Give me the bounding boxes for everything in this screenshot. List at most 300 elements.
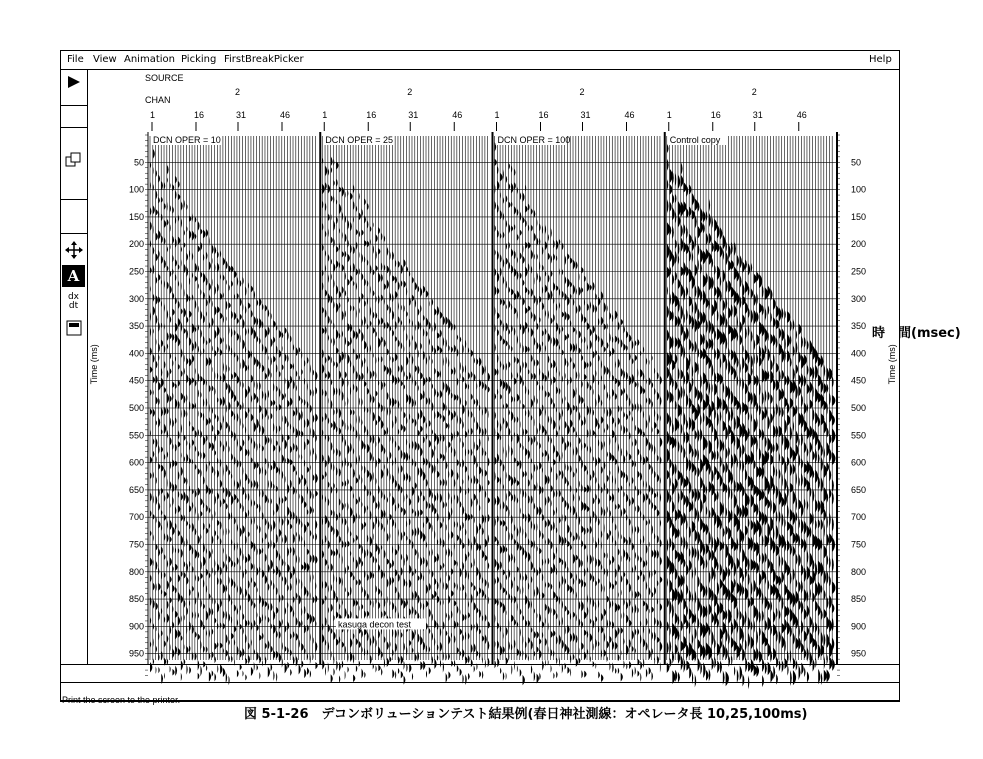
wiggle-event — [537, 342, 539, 351]
wiggle-event — [273, 484, 274, 490]
wiggle-event — [212, 566, 213, 574]
wiggle-event — [621, 485, 623, 491]
wiggle-event — [698, 617, 700, 631]
wiggle-event — [290, 445, 292, 453]
wiggle-event — [240, 460, 242, 468]
wiggle-event — [373, 495, 375, 504]
wiggle-event — [293, 486, 295, 495]
wiggle-event — [503, 299, 505, 306]
wiggle-event — [751, 581, 753, 597]
wiggle-event — [245, 535, 246, 545]
wiggle-event — [667, 641, 669, 655]
wiggle-event — [432, 491, 433, 499]
wiggle-event — [598, 297, 600, 307]
wiggle-event — [485, 427, 487, 436]
wiggle-event — [629, 639, 631, 649]
wiggle-event — [203, 556, 205, 567]
wiggle-event — [672, 651, 674, 664]
wiggle-event — [362, 208, 363, 217]
wiggle-event — [714, 219, 717, 232]
wiggle-event — [607, 532, 609, 540]
wiggle-event — [506, 505, 508, 513]
wiggle-event — [409, 565, 411, 574]
wiggle-event — [226, 316, 227, 322]
wiggle-event — [333, 195, 334, 204]
wiggle-event — [542, 264, 544, 271]
wiggle-event — [681, 224, 683, 238]
wiggle-event — [387, 366, 389, 375]
wiggle-event — [723, 331, 726, 345]
wiggle-event — [198, 428, 199, 437]
wiggle-event — [181, 392, 183, 400]
wiggle-event — [754, 418, 757, 433]
wiggle-event — [506, 219, 507, 228]
dxdt-bottom: dt — [68, 301, 79, 311]
wiggle-event — [285, 475, 286, 484]
wiggle-event — [584, 581, 586, 588]
wiggle-event — [325, 289, 327, 297]
wiggle-event — [745, 525, 748, 536]
wiggle-event — [398, 573, 400, 582]
wiggle-event — [762, 511, 765, 526]
wiggle-event — [231, 656, 232, 663]
wiggle-event — [689, 589, 691, 602]
wiggle-event — [420, 601, 421, 610]
menu-firstbreakpicker[interactable]: FirstBreakPicker — [224, 54, 304, 65]
wiggle-event — [271, 523, 272, 533]
wiggle-event — [443, 539, 445, 549]
wiggle-event — [387, 595, 388, 604]
wiggle-event — [307, 401, 308, 409]
wiggle-event — [593, 388, 594, 396]
wiggle-event — [640, 569, 642, 577]
wiggle-event — [514, 377, 516, 385]
menu-file[interactable]: File — [67, 54, 84, 65]
wiggle-event — [429, 522, 431, 530]
wiggle-event — [462, 634, 463, 642]
wiggle-event — [367, 428, 368, 438]
wiggle-event — [254, 542, 256, 552]
wiggle-event — [268, 541, 270, 550]
wiggle-event — [476, 421, 478, 431]
wiggle-event — [186, 204, 187, 211]
wiggle-event — [195, 506, 196, 516]
wiggle-event — [734, 578, 736, 588]
wiggle-event — [598, 438, 599, 447]
wiggle-event — [248, 364, 249, 372]
wiggle-event — [156, 455, 157, 464]
wiggle-event — [333, 337, 334, 347]
wiggle-event — [692, 592, 693, 603]
wiggle-event — [339, 636, 340, 645]
wiggle-event — [404, 508, 406, 516]
wiggle-event — [553, 314, 554, 323]
wiggle-event — [370, 226, 372, 232]
wiggle-event — [632, 340, 633, 351]
wiggle-event — [325, 326, 327, 336]
wiggle-event — [465, 382, 467, 389]
wiggle-event — [243, 303, 244, 312]
wiggle-event — [511, 264, 513, 274]
wiggle-event — [251, 639, 252, 647]
wiggle-event — [567, 609, 569, 615]
wiggle-event — [640, 556, 642, 563]
wiggle-event — [426, 500, 428, 510]
wiggle-event — [237, 557, 239, 566]
wiggle-event — [479, 426, 481, 435]
wiggle-event — [497, 515, 498, 523]
wiggle-event — [581, 578, 583, 588]
wiggle-event — [497, 353, 498, 364]
wiggle-event — [779, 510, 781, 524]
wiggle-event — [604, 508, 605, 517]
wiggle-event — [172, 566, 173, 572]
wiggle-event — [178, 505, 180, 513]
wiggle-event — [689, 560, 691, 572]
wiggle-event — [223, 257, 225, 265]
wiggle-event — [506, 195, 508, 203]
wiggle-event — [497, 539, 499, 546]
wiggle-event — [618, 443, 619, 453]
wiggle-event — [553, 282, 555, 291]
wiggle-event — [150, 574, 152, 582]
wiggle-event — [304, 624, 306, 634]
wiggle-event — [500, 645, 502, 656]
wiggle-event — [325, 559, 327, 567]
wiggle-event — [765, 328, 768, 343]
wiggle-event — [315, 491, 317, 497]
wiggle-event — [506, 242, 507, 250]
wiggle-event — [331, 549, 333, 557]
wiggle-event — [234, 352, 235, 359]
wiggle-event — [390, 532, 391, 540]
wiggle-event — [412, 605, 414, 615]
wiggle-event — [640, 403, 641, 414]
wiggle-event — [265, 532, 267, 540]
wiggle-event — [638, 380, 639, 389]
wiggle-event — [468, 408, 469, 419]
wiggle-event — [390, 397, 392, 408]
wiggle-event — [153, 306, 155, 316]
wiggle-event — [623, 343, 625, 351]
menu-picking[interactable]: Picking — [181, 54, 217, 65]
wiggle-event — [268, 640, 270, 650]
wiggle-event — [604, 585, 605, 593]
wiggle-event — [276, 325, 277, 332]
wiggle-event — [387, 456, 388, 465]
wiggle-event — [717, 265, 720, 280]
wiggle-event — [164, 453, 165, 460]
wiggle-event — [150, 557, 152, 566]
wiggle-event — [186, 329, 188, 340]
wiggle-event — [649, 587, 651, 597]
wiggle-event — [262, 425, 264, 435]
wiggle-event — [712, 469, 714, 483]
wiggle-event — [237, 354, 238, 363]
wiggle-event — [632, 630, 634, 640]
wiggle-event — [336, 638, 338, 646]
wiggle-event — [551, 541, 553, 550]
wiggle-event — [506, 322, 508, 332]
wiggle-event — [313, 428, 315, 438]
wiggle-event — [432, 613, 433, 622]
wiggle-event — [785, 559, 788, 574]
wiggle-event — [304, 399, 305, 407]
wiggle-event — [531, 415, 532, 421]
wiggle-event — [709, 509, 711, 519]
wiggle-event — [720, 289, 722, 303]
wiggle-event — [601, 506, 603, 516]
wiggle-event — [378, 318, 380, 326]
wiggle-event — [359, 397, 360, 407]
wiggle-event — [779, 609, 781, 620]
wiggle-event — [214, 246, 216, 254]
wiggle-event — [551, 583, 553, 590]
wiggle-event — [629, 410, 630, 416]
wiggle-event — [565, 643, 567, 652]
wiggle-event — [709, 213, 711, 228]
wiggle-event — [500, 394, 502, 400]
wiggle-event — [251, 437, 252, 445]
wiggle-event — [751, 620, 753, 631]
wiggle-event — [646, 397, 647, 404]
wiggle-event — [652, 501, 654, 509]
wiggle-event — [485, 515, 486, 524]
wiggle-event — [609, 581, 611, 589]
wiggle-event — [695, 487, 697, 503]
wiggle-event — [409, 498, 411, 506]
wiggle-event — [520, 399, 521, 405]
wiggle-event — [376, 265, 378, 271]
wiggle-event — [192, 624, 194, 634]
seismic-plot[interactable] — [61, 51, 899, 701]
wiggle-event — [195, 611, 196, 620]
wiggle-event — [432, 401, 434, 412]
wiggle-event — [195, 299, 196, 310]
wiggle-event — [621, 575, 623, 583]
wiggle-event — [167, 164, 169, 174]
wiggle-event — [384, 493, 385, 500]
wiggle-event — [304, 538, 305, 548]
wiggle-event — [773, 483, 775, 496]
wiggle-event — [793, 511, 795, 525]
wiggle-event — [257, 335, 259, 343]
wiggle-event — [570, 376, 572, 384]
annotate-tool[interactable]: A — [62, 265, 85, 287]
wiggle-event — [652, 631, 653, 641]
wiggle-event — [672, 462, 674, 476]
wiggle-event — [509, 444, 510, 455]
dxdt-top: dx — [67, 292, 80, 302]
wiggle-event — [756, 607, 758, 623]
wiggle-event — [373, 290, 375, 297]
wiggle-event — [782, 328, 785, 341]
menu-view[interactable]: View — [93, 54, 117, 65]
wiggle-event — [657, 549, 659, 559]
wiggle-event — [754, 339, 756, 352]
wiggle-event — [686, 185, 688, 197]
wiggle-event — [728, 347, 729, 358]
wiggle-event — [667, 412, 670, 425]
wiggle-event — [153, 389, 154, 395]
wiggle-event — [660, 603, 662, 611]
wiggle-event — [511, 165, 512, 173]
wiggle-event — [279, 330, 281, 339]
wiggle-event — [293, 465, 295, 473]
wiggle-event — [731, 579, 734, 595]
wiggle-event — [675, 380, 677, 391]
wiggle-event — [265, 435, 267, 446]
wiggle-event — [362, 464, 363, 471]
wiggle-event — [565, 357, 567, 367]
wiggle-event — [604, 632, 605, 643]
wiggle-event — [392, 251, 394, 261]
wiggle-event — [429, 321, 431, 330]
wiggle-event — [785, 492, 787, 507]
wiggle-event — [601, 530, 602, 539]
wiggle-event — [345, 351, 346, 360]
wiggle-event — [153, 354, 155, 363]
wiggle-event — [503, 258, 504, 268]
wiggle-event — [440, 627, 441, 637]
wiggle-event — [189, 400, 190, 411]
wiggle-event — [353, 447, 354, 455]
wiggle-event — [209, 294, 211, 305]
wiggle-event — [714, 556, 717, 570]
wiggle-event — [759, 587, 761, 600]
wiggle-event — [362, 501, 363, 507]
wiggle-event — [626, 413, 628, 420]
wiggle-event — [675, 353, 677, 365]
wiggle-event — [587, 445, 588, 453]
wiggle-event — [406, 535, 407, 541]
wiggle-event — [164, 532, 165, 541]
wiggle-event — [296, 428, 298, 439]
wiggle-event — [195, 216, 197, 223]
wiggle-event — [347, 254, 349, 263]
wiggle-event — [607, 423, 609, 431]
wiggle-event — [562, 513, 563, 522]
wiggle-event — [528, 449, 530, 460]
wiggle-event — [759, 553, 760, 564]
wiggle-event — [364, 647, 365, 657]
wiggle-event — [262, 489, 264, 498]
wiggle-event — [248, 509, 249, 518]
wiggle-event — [488, 497, 490, 504]
wiggle-event — [562, 290, 564, 299]
wiggle-event — [214, 450, 216, 456]
wiggle-event — [584, 630, 586, 636]
wiggle-event — [754, 293, 756, 306]
wiggle-event — [709, 603, 712, 615]
wiggle-event — [175, 522, 176, 530]
wiggle-event — [751, 366, 753, 376]
wiggle-event — [164, 182, 165, 190]
wiggle-event — [395, 415, 396, 425]
wiggle-event — [153, 583, 155, 591]
wiggle-event — [325, 412, 327, 421]
wiggle-event — [412, 440, 414, 450]
wiggle-event — [695, 650, 697, 662]
wiggle-event — [471, 428, 473, 436]
wiggle-event — [621, 319, 623, 326]
wiggle-event — [220, 520, 221, 530]
wiggle-event — [282, 558, 284, 567]
wiggle-event — [307, 612, 309, 620]
wiggle-event — [273, 568, 274, 574]
wiggle-event — [432, 448, 434, 459]
wiggle-event — [584, 336, 585, 344]
wiggle-event — [426, 317, 428, 327]
wiggle-event — [740, 295, 742, 309]
wiggle-event — [643, 493, 645, 504]
wiggle-event — [618, 503, 620, 509]
wiggle-event — [342, 310, 344, 321]
wiggle-event — [565, 293, 567, 301]
wiggle-event — [742, 378, 744, 391]
wiggle-event — [259, 616, 261, 625]
wiggle-event — [497, 287, 499, 294]
wiggle-event — [248, 350, 250, 360]
wiggle-event — [612, 416, 614, 425]
wiggle-event — [367, 488, 369, 497]
wiggle-event — [150, 240, 151, 248]
wiggle-event — [347, 461, 348, 467]
wiggle-event — [310, 426, 311, 436]
wiggle-event — [245, 449, 247, 457]
wiggle-event — [420, 322, 421, 332]
wiggle-event — [198, 305, 199, 314]
wiggle-event — [398, 528, 399, 537]
wiggle-event — [681, 423, 683, 435]
wiggle-event — [779, 369, 781, 383]
wiggle-event — [689, 547, 690, 558]
wiggle-event — [751, 330, 753, 343]
wiggle-event — [601, 466, 603, 474]
wiggle-event — [462, 479, 463, 485]
wiggle-event — [567, 333, 569, 339]
wiggle-event — [245, 473, 247, 482]
wiggle-event — [479, 379, 481, 387]
wiggle-event — [158, 488, 159, 497]
wiggle-event — [342, 377, 344, 387]
wiggle-event — [643, 513, 644, 521]
wiggle-event — [581, 287, 583, 293]
wiggle-event — [156, 232, 158, 240]
wiggle-event — [153, 494, 154, 504]
wiggle-event — [398, 502, 399, 508]
wiggle-event — [506, 340, 508, 347]
wiggle-event — [579, 480, 580, 489]
wiggle-event — [150, 596, 152, 606]
wiggle-event — [709, 403, 712, 419]
wiggle-event — [220, 458, 221, 469]
wiggle-event — [418, 550, 419, 560]
wiggle-event — [290, 546, 291, 554]
wiggle-event — [437, 345, 439, 351]
menu-animation[interactable]: Animation — [124, 54, 175, 65]
menu-help[interactable]: Help — [869, 54, 892, 65]
wiggle-event — [590, 301, 591, 310]
wiggle-event — [301, 579, 302, 590]
wiggle-event — [254, 649, 255, 655]
wiggle-event — [768, 450, 769, 462]
wiggle-event — [184, 614, 185, 621]
wiggle-event — [649, 608, 650, 614]
wiggle-event — [387, 578, 389, 588]
wiggle-event — [754, 648, 757, 662]
wiggle-event — [206, 629, 207, 636]
